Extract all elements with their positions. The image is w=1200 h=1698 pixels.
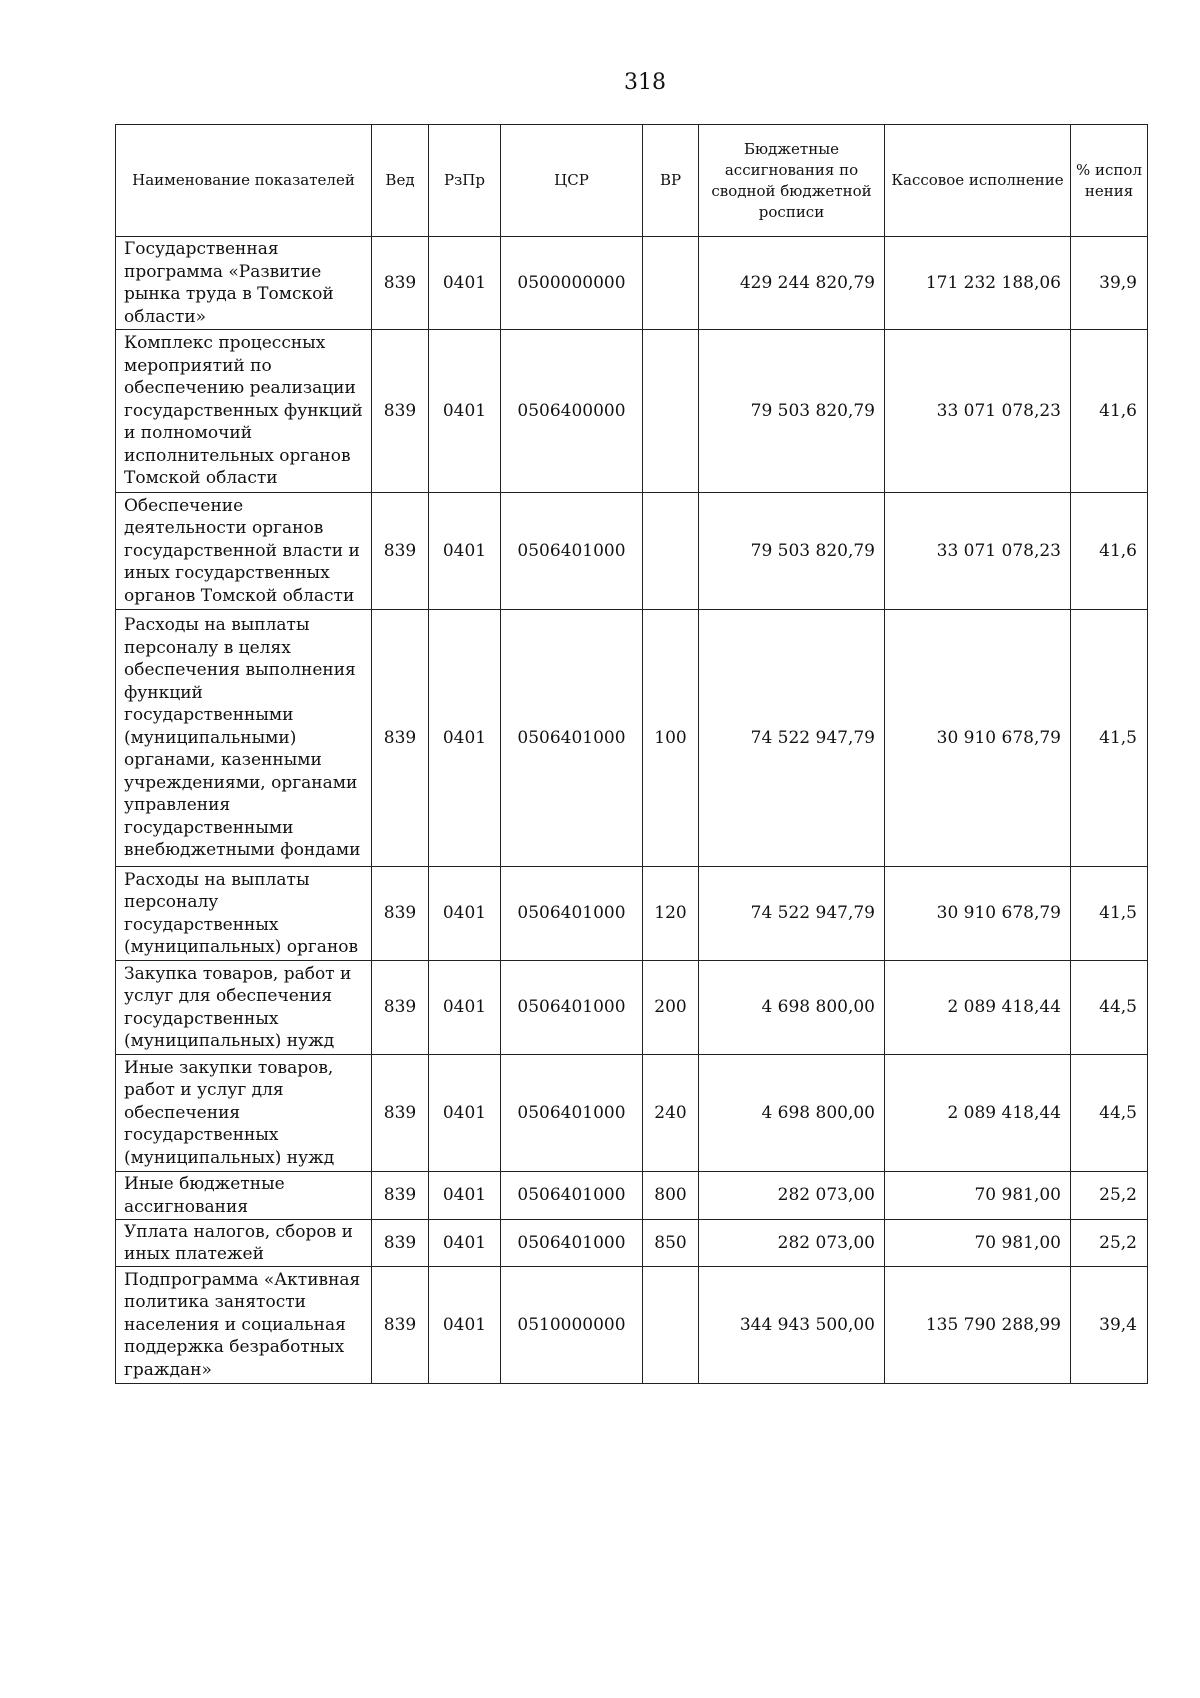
row-rzpr: 0401	[429, 493, 501, 610]
header-pct: % испол нения	[1071, 125, 1148, 237]
row-vr: 850	[643, 1220, 699, 1267]
row-vr: 800	[643, 1172, 699, 1220]
row-budget: 282 073,00	[699, 1220, 885, 1267]
row-rzpr: 0401	[429, 1055, 501, 1172]
header-rzpr: РзПр	[429, 125, 501, 237]
row-name: Комплекс процессных мероприятий по обеспечению реализации государственных функций и полномочий исполнительных органов Томской области	[116, 330, 372, 493]
row-pct: 25,2	[1071, 1172, 1148, 1220]
row-ved: 839	[372, 1220, 429, 1267]
table-row	[116, 237, 1148, 330]
table-row	[116, 1172, 1148, 1220]
row-rzpr: 0401	[429, 1220, 501, 1267]
row-vr: 100	[643, 610, 699, 867]
row-cash: 135 790 288,99	[885, 1267, 1071, 1384]
row-budget: 429 244 820,79	[699, 237, 885, 330]
row-csr: 0506401000	[501, 961, 643, 1055]
table-row	[116, 1267, 1148, 1384]
row-name: Расходы на выплаты персоналу в целях обеспечения выполнения функций государственными (муниципальными) органами, казенными учреждениями, органами управления государственными внебюджетными фондами	[116, 610, 372, 867]
row-csr: 0510000000	[501, 1267, 643, 1384]
header-ved: Вед	[372, 125, 429, 237]
row-csr: 0506400000	[501, 330, 643, 493]
row-cash: 33 071 078,23	[885, 493, 1071, 610]
header-csr: ЦСР	[501, 125, 643, 237]
header-cash: Кассовое исполнение	[885, 125, 1071, 237]
table-row	[116, 961, 1148, 1055]
row-pct: 41,5	[1071, 610, 1148, 867]
table-row	[116, 1220, 1148, 1267]
row-pct: 41,6	[1071, 493, 1148, 610]
row-rzpr: 0401	[429, 1172, 501, 1220]
row-cash: 70 981,00	[885, 1220, 1071, 1267]
row-pct: 41,6	[1071, 330, 1148, 493]
row-rzpr: 0401	[429, 867, 501, 961]
row-ved: 839	[372, 867, 429, 961]
row-pct: 41,5	[1071, 867, 1148, 961]
row-ved: 839	[372, 1267, 429, 1384]
row-name: Подпрограмма «Активная политика занятости населения и социальная поддержка безработных граждан»	[116, 1267, 372, 1384]
row-name: Закупка товаров, работ и услуг для обеспечения государственных (муниципальных) нужд	[116, 961, 372, 1055]
row-csr: 0506401000	[501, 1220, 643, 1267]
row-name: Расходы на выплаты персоналу государственных (муниципальных) органов	[116, 867, 372, 961]
row-budget: 74 522 947,79	[699, 610, 885, 867]
row-name: Иные бюджетные ассигнования	[116, 1172, 372, 1220]
row-rzpr: 0401	[429, 330, 501, 493]
row-csr: 0500000000	[501, 237, 643, 330]
table-row	[116, 867, 1148, 961]
row-csr: 0506401000	[501, 610, 643, 867]
row-vr	[643, 237, 699, 330]
row-cash: 171 232 188,06	[885, 237, 1071, 330]
header-vr: ВР	[643, 125, 699, 237]
row-vr	[643, 1267, 699, 1384]
row-pct: 39,4	[1071, 1267, 1148, 1384]
row-csr: 0506401000	[501, 1055, 643, 1172]
row-cash: 30 910 678,79	[885, 610, 1071, 867]
row-budget: 79 503 820,79	[699, 330, 885, 493]
row-budget: 4 698 800,00	[699, 1055, 885, 1172]
row-pct: 39,9	[1071, 237, 1148, 330]
table-row	[116, 493, 1148, 610]
table-row	[116, 610, 1148, 867]
page-number: 318	[624, 70, 666, 95]
row-rzpr: 0401	[429, 237, 501, 330]
table-header-row	[116, 125, 1148, 237]
row-csr: 0506401000	[501, 867, 643, 961]
row-pct: 44,5	[1071, 961, 1148, 1055]
row-ved: 839	[372, 961, 429, 1055]
row-cash: 30 910 678,79	[885, 867, 1071, 961]
row-csr: 0506401000	[501, 493, 643, 610]
row-pct: 44,5	[1071, 1055, 1148, 1172]
table-body	[116, 237, 1148, 1384]
row-budget: 4 698 800,00	[699, 961, 885, 1055]
row-cash: 2 089 418,44	[885, 1055, 1071, 1172]
table-row	[116, 1055, 1148, 1172]
row-ved: 839	[372, 237, 429, 330]
row-budget: 79 503 820,79	[699, 493, 885, 610]
row-cash: 70 981,00	[885, 1172, 1071, 1220]
row-rzpr: 0401	[429, 961, 501, 1055]
row-name: Уплата налогов, сборов и иных платежей	[116, 1220, 372, 1267]
header-budget: Бюджетные ассигнования по сводной бюджетной росписи	[699, 125, 885, 237]
row-ved: 839	[372, 493, 429, 610]
row-ved: 839	[372, 330, 429, 493]
row-ved: 839	[372, 610, 429, 867]
row-vr: 240	[643, 1055, 699, 1172]
row-ved: 839	[372, 1172, 429, 1220]
row-cash: 2 089 418,44	[885, 961, 1071, 1055]
row-ved: 839	[372, 1055, 429, 1172]
row-vr	[643, 330, 699, 493]
row-name: Государственная программа «Развитие рынка труда в Томской области»	[116, 237, 372, 330]
row-vr	[643, 493, 699, 610]
row-vr: 120	[643, 867, 699, 961]
row-name: Обеспечение деятельности органов государственной власти и иных государственных органов Томской области	[116, 493, 372, 610]
row-csr: 0506401000	[501, 1172, 643, 1220]
table-row	[116, 330, 1148, 493]
row-rzpr: 0401	[429, 610, 501, 867]
row-name: Иные закупки товаров, работ и услуг для обеспечения государственных (муниципальных) нужд	[116, 1055, 372, 1172]
row-budget: 282 073,00	[699, 1172, 885, 1220]
row-vr: 200	[643, 961, 699, 1055]
budget-execution-table	[115, 124, 1148, 1384]
header-name: Наименование показателей	[116, 125, 372, 237]
row-cash: 33 071 078,23	[885, 330, 1071, 493]
row-budget: 344 943 500,00	[699, 1267, 885, 1384]
row-budget: 74 522 947,79	[699, 867, 885, 961]
row-rzpr: 0401	[429, 1267, 501, 1384]
row-pct: 25,2	[1071, 1220, 1148, 1267]
